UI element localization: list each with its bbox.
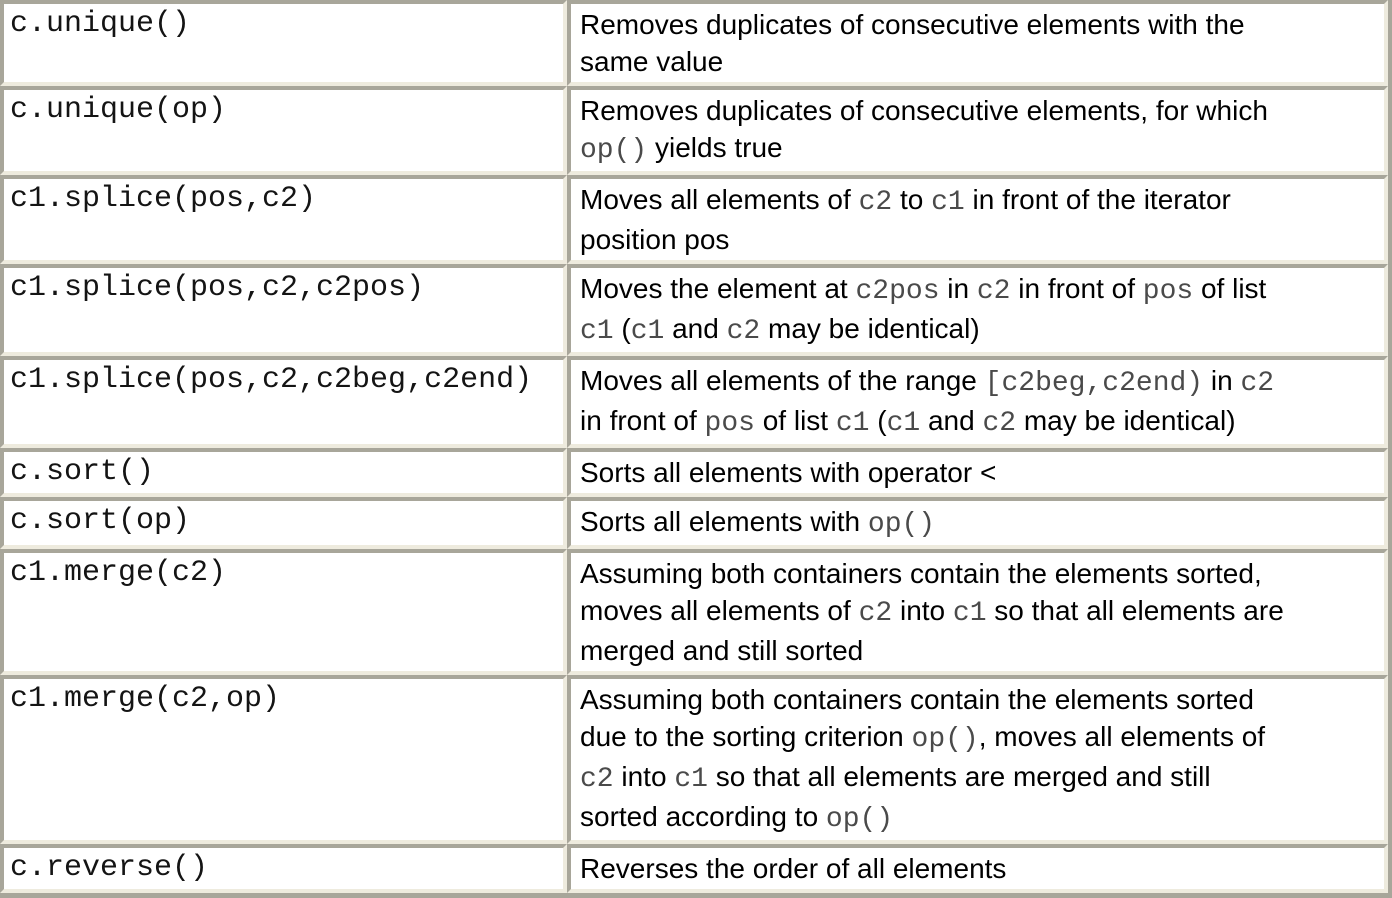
operation-code-cell	[0, 175, 567, 264]
table-row	[0, 264, 1388, 356]
operation-description-cell	[567, 264, 1388, 356]
table-row	[0, 448, 1388, 497]
inline-code: op()	[580, 135, 648, 166]
description-text: Moves the element at	[580, 273, 856, 304]
inline-code: pos	[704, 408, 755, 439]
inline-code: c1	[952, 598, 987, 629]
operation-code: c.unique(op)	[10, 93, 227, 127]
description-line	[580, 454, 1378, 491]
operation-code: c1.splice(pos,c2,c2beg,c2end)	[10, 363, 533, 397]
operation-code: c1.splice(pos,c2)	[10, 182, 317, 216]
description-text: same value	[580, 46, 724, 77]
operation-code-cell	[0, 549, 567, 675]
description-text: so that all elements are	[986, 595, 1284, 626]
inline-code: c2	[1240, 368, 1275, 399]
description-text: moves all elements of	[580, 595, 859, 626]
inline-code: c2	[982, 408, 1017, 439]
inline-code: c2	[858, 598, 893, 629]
operation-code: c1.merge(c2,op)	[10, 682, 281, 716]
description-text: into	[613, 761, 675, 792]
description-line	[580, 718, 1378, 758]
operation-description-cell	[567, 675, 1388, 844]
description-text: (	[869, 405, 887, 436]
operation-description-cell	[567, 497, 1388, 549]
description-text: and	[920, 405, 983, 436]
description-line	[580, 555, 1378, 592]
operation-code-cell	[0, 264, 567, 356]
operation-code-cell	[0, 0, 567, 86]
table-row	[0, 86, 1388, 175]
description-line	[580, 850, 1378, 887]
description-text: in front of	[1010, 273, 1143, 304]
description-line	[580, 270, 1378, 310]
description-text: sorted according to	[580, 801, 826, 832]
description-line	[580, 758, 1378, 798]
inline-code: op()	[867, 509, 936, 540]
description-text: Moves all elements of the range	[580, 365, 985, 396]
table-row	[0, 356, 1388, 448]
operation-code-cell	[0, 844, 567, 893]
description-text: of list	[1193, 273, 1267, 304]
description-text: in front of	[580, 405, 705, 436]
inline-code: c1	[835, 408, 870, 439]
operation-description-cell	[567, 356, 1388, 448]
inline-code: op()	[825, 804, 894, 835]
operation-code-cell	[0, 356, 567, 448]
inline-code: c2pos	[855, 276, 940, 307]
description-line	[580, 362, 1378, 402]
description-text: due to the sorting criterion	[580, 721, 912, 752]
description-line	[580, 129, 1378, 169]
table-row	[0, 549, 1388, 675]
table-row	[0, 0, 1388, 86]
table-row	[0, 675, 1388, 844]
description-line	[580, 402, 1378, 442]
table-row	[0, 844, 1388, 893]
inline-code: c1	[580, 316, 614, 347]
inline-code: [c2beg,c2end)	[984, 368, 1204, 399]
description-text: into	[892, 595, 953, 626]
description-text: merged and still sorted	[580, 635, 864, 666]
description-line	[580, 592, 1378, 632]
description-text: Moves all elements of	[580, 184, 859, 215]
operation-code: c.sort(op)	[10, 504, 191, 538]
inline-code: c2	[726, 316, 761, 347]
operation-code-cell	[0, 497, 567, 549]
description-line	[580, 798, 1378, 838]
description-text: position pos	[580, 224, 730, 255]
inline-code: op()	[911, 724, 979, 755]
description-text: to	[892, 184, 932, 215]
description-text: in front of the iterator	[964, 184, 1231, 215]
operation-description-cell	[567, 86, 1388, 175]
description-line	[580, 681, 1378, 718]
description-text: Removes duplicates of consecutive elements with the	[580, 9, 1245, 40]
description-text: yields true	[647, 132, 783, 163]
description-text: in	[939, 273, 977, 304]
operation-description-cell	[567, 448, 1388, 497]
description-line	[580, 310, 1378, 350]
inline-code: c2	[976, 276, 1011, 307]
description-line	[580, 221, 1378, 258]
inline-code: pos	[1142, 276, 1194, 307]
inline-code: c1	[630, 316, 665, 347]
operation-code: c.unique()	[10, 7, 191, 41]
description-text: of list	[754, 405, 836, 436]
description-line	[580, 43, 1378, 80]
description-text: and	[664, 313, 727, 344]
operation-description-cell	[567, 175, 1388, 264]
inline-code: c2	[858, 187, 893, 218]
description-text: Reverses the order of all elements	[580, 853, 1007, 884]
operation-description-cell	[567, 844, 1388, 893]
description-text: may be identical)	[760, 313, 980, 344]
description-text: , moves all elements of	[978, 721, 1266, 752]
description-text: may be identical)	[1016, 405, 1236, 436]
description-text: Assuming both containers contain the elements sorted	[580, 684, 1254, 715]
description-text: Sorts all elements with	[580, 506, 868, 537]
operation-code-cell	[0, 86, 567, 175]
description-text: Sorts all elements with operator <	[580, 457, 997, 488]
operation-description-cell	[567, 0, 1388, 86]
description-line	[580, 503, 1378, 543]
description-text: (	[613, 313, 631, 344]
inline-code: c1	[931, 187, 965, 218]
operation-code-cell	[0, 675, 567, 844]
description-line	[580, 92, 1378, 129]
description-text: Removes duplicates of consecutive elements, for which	[580, 95, 1268, 126]
operation-description-cell	[567, 549, 1388, 675]
table-row	[0, 497, 1388, 549]
description-line	[580, 632, 1378, 669]
inline-code: c1	[886, 408, 921, 439]
inline-code: c2	[580, 764, 614, 795]
operation-code: c1.merge(c2)	[10, 556, 227, 590]
description-text: so that all elements are merged and still	[707, 761, 1211, 792]
description-text: in	[1203, 365, 1241, 396]
operation-code: c.sort()	[10, 455, 155, 489]
operation-code-cell	[0, 448, 567, 497]
operation-code: c.reverse()	[10, 851, 209, 885]
inline-code: c1	[674, 764, 708, 795]
description-text: Assuming both containers contain the elements sorted,	[580, 558, 1262, 589]
operation-code: c1.splice(pos,c2,c2pos)	[10, 271, 425, 305]
description-line	[580, 181, 1378, 221]
description-line	[580, 6, 1378, 43]
table-row	[0, 175, 1388, 264]
